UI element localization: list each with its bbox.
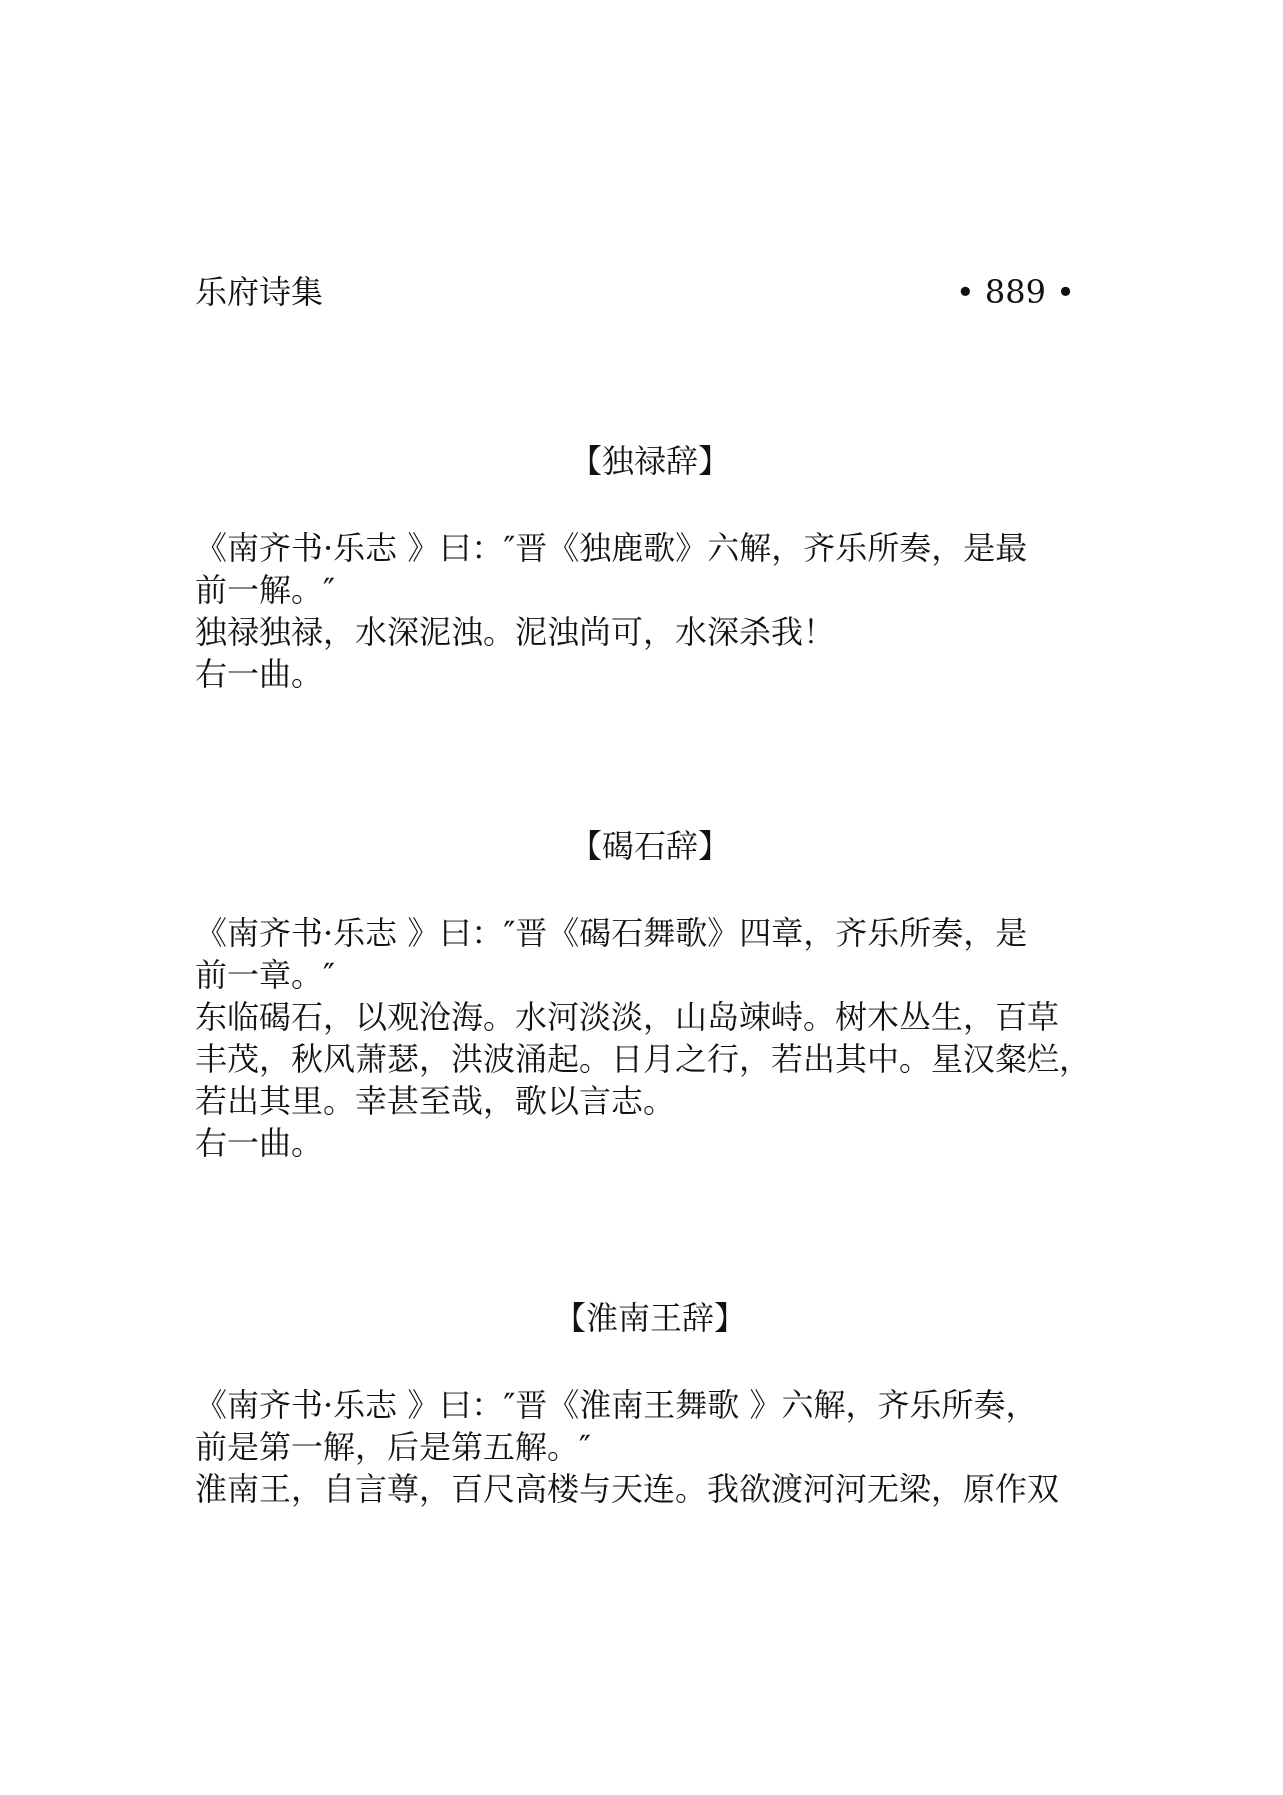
text-line: 前是第一解，后是第五解。″ [195,1428,591,1466]
page-number: • 889 • [955,273,1075,311]
text-line: 《南齐书·乐志 》曰：″晋《淮南王舞歌 》六解，齐乐所奏， [195,1386,1038,1424]
book-title: 乐府诗集 [195,273,324,311]
text-line: 若出其里。幸甚至哉，歌以言志。 [195,1082,676,1120]
text-line: 前一解。″ [195,571,335,609]
text-line: 独禄独禄，水深泥浊。泥浊尚可，水深杀我！ [195,613,836,651]
section-jieshi [195,825,1105,1164]
text-line: 右一曲。 [195,655,324,693]
running-head [195,272,1085,312]
text-line: 前一章。″ [195,956,335,994]
section-title: 【淮南王辞】 [553,1299,746,1337]
section-body [195,527,1105,695]
section-title: 【独禄辞】 [569,442,730,480]
text-line: 丰茂，秋风萧瑟，洪波涌起。日月之行，若出其中。星汉粲烂， [195,1040,1092,1078]
text-line: 东临碣石，以观沧海。水河淡淡，山岛竦峙。树木丛生，百草 [195,998,1060,1036]
section-dulu [195,440,1105,695]
text-line: 淮南王，自言尊，百尺高楼与天连。我欲渡河河无梁，原作双 [195,1470,1060,1508]
section-body [195,1384,1105,1510]
text-line: 右一曲。 [195,1124,324,1162]
section-body [195,912,1105,1164]
text-line: 《南齐书·乐志 》曰：″晋《碣石舞歌》四章，齐乐所奏，是 [195,914,1028,952]
text-line: 《南齐书·乐志 》曰：″晋《独鹿歌》六解，齐乐所奏，是最 [195,529,1028,567]
section-title: 【碣石辞】 [569,827,730,865]
section-huainanwang [195,1297,1105,1510]
